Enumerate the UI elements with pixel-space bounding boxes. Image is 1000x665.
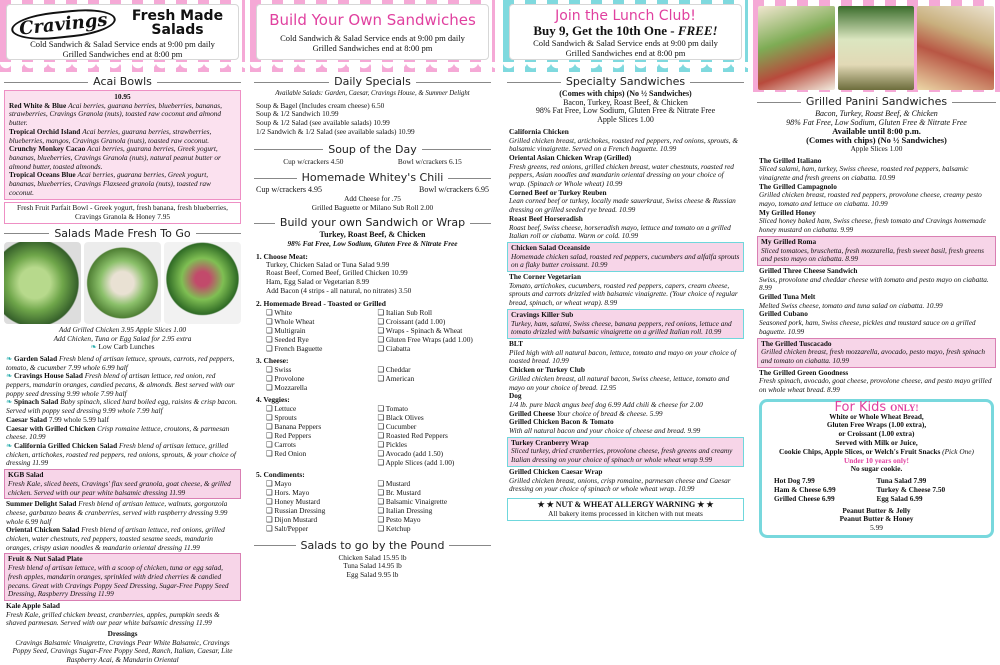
step-cheese: 3. Cheese: xyxy=(256,355,289,365)
veggie-options: ❑ Lettuce ❑ Tomato ❑ Sprouts ❑ Black Olives ❑ Banana Peppers ❑ Cucumber ❑ Red Peppers ❑ Roasted Red Peppers ❑ Carrots ❑ Pickles ❑ Red Onion ❑ Avocado (add 1.50) ❑ Apple Slices (add 1.00) xyxy=(266,403,455,467)
service-hours: Cold Sandwich & Salad Service ends at 9:00 pm daily xyxy=(280,33,465,43)
allergy-warning: ★ ★ NUT & WHEAT ALLERGY WARNING ★ ★ All bakery items processed in kitchen with nut meats xyxy=(507,498,744,521)
bread-options: ❑ White ❑ Italian Sub Roll ❑ Whole Wheat ❑ Croissant (add 1.00) ❑ Multigrain ❑ Wraps - Spinach & Wheat ❑ Seeded Rye ❑ Gluten Free Wraps (add 1.00) ❑ French Baguette ❑ Ciabatta xyxy=(266,307,473,353)
build-title: Build your own Sandwich or Wrap xyxy=(250,216,495,229)
chips-note: (Comes with chips) (No ½ Sandwiches) xyxy=(806,135,947,146)
step-bread: 2. Homemade Bread - Toasted or Grilled xyxy=(256,298,386,308)
kids-sides: Cookie Chips, Apple Slices, or Welch's Fruit Snacks (Pick One) xyxy=(779,446,974,456)
acai-box xyxy=(4,90,241,200)
sandwich-item: BLT Piled high with all natural bacon, lettuce, tomato and mayo on your choice of toasted bread. 10.99 xyxy=(509,338,737,366)
kids-menu xyxy=(759,399,994,538)
soup-prices: Cup w/crackers 4.50 Bowl w/crackers 6.15 xyxy=(283,156,462,166)
kids-pb-price: 5.99 xyxy=(870,523,883,533)
meat-option: Roast Beef, Corned Beef, Grilled Chicken 10.99 xyxy=(266,268,408,278)
wrap-photo xyxy=(758,6,835,90)
salad-item: Kale Apple Salad Fresh Kale, grilled chicken breast, cranberries, apples, pumpkin seeds & shaved parmesan. Served with our pear white balsamic dressing 11.99 xyxy=(6,600,220,628)
step-condiments: 5. Condiments: xyxy=(256,469,305,479)
kids-served: Served with Milk or Juice, xyxy=(835,437,918,447)
salad-item: ❧ Cravings House Salad Fresh blend of artisan lettuce, red onion, red peppers, mandarin oranges, candied pecans, & almonds. Best served with our poppy seed dressing 9.99 whole 7.99 half xyxy=(6,371,235,398)
sandwich-photo xyxy=(917,6,994,90)
sandwich-item: Oriental Asian Chicken Wrap (Grilled) Fresh greens, red onions, grilled chicken breast, water chestnuts, roasted red peppers, Asian noodles and mandarin oriental dressing on your choice of wrap. (Spinach or Whole wheat) 10.99 xyxy=(509,152,734,189)
acai-item: Tropical Orchid Island Acai berries, guarana berries, strawberries, blueberries, mangos, Cravings Granola (nuts), toasted raw coconut. xyxy=(9,126,212,145)
chili-title: Homemade Whitey's Chili xyxy=(250,171,495,184)
dressings-list: Cravings Balsamic Vinaigrette, Cravings Pear White Balsamic, Cravings Poppy Seed, Cravings Sugar-Free Poppy Seed, Ranch, Italian, Caesar, Lite Raspberry Acai, & Mandarin Oriental xyxy=(12,637,233,665)
dressings-title: Dressings xyxy=(107,629,138,639)
salad-photos xyxy=(4,242,241,324)
sandwich-item-featured: Cravings Killer Sub Turkey, ham, salami, Swiss cheese, banana peppers, red onions, lettuce and tomato drizzled with balsamic vinaigrette on a grilled Italian roll. 10.99 xyxy=(507,309,744,339)
kgb-salad: KGB Salad Fresh Kale, sliced beets, Cravings' flax seed granola, goat cheese, & grilled chicken. Served with our pear white balsamic dressing 11.99 xyxy=(4,469,241,499)
kids-bread: White or Whole Wheat Bread, xyxy=(829,411,924,421)
meat-option: Add Bacon (4 strips - all natural, no nitrates) 3.50 xyxy=(266,285,412,295)
meats-note: Bacon, Turkey, Roast Beef, & Chicken xyxy=(563,97,688,107)
kids-pbh: Peanut Butter & Honey xyxy=(839,514,914,524)
chili-addon: Grilled Baguette or Milano Sub Roll 2.00 xyxy=(311,202,434,212)
fat-note: 98% Fat Free, Low Sodium, Gluten Free & Nitrate Free xyxy=(786,117,967,127)
panini-item: Grilled Tuna Melt Melted Swiss cheese, tomato and tuna salad on ciabatta. 10.99 xyxy=(759,292,943,310)
grill-hours: Grilled Sandwiches end at 8:00 pm xyxy=(565,48,686,58)
grill-hours: Grilled Sandwiches end at 8:00 pm xyxy=(312,43,433,53)
kids-croissant: or Croissant (1.00 extra) xyxy=(838,429,915,439)
header-banner xyxy=(503,0,748,72)
kids-age: Under 10 years only! xyxy=(844,455,909,465)
fat-note: 98% Fat Free, Low Sodium, Gluten Free & Nitrate Free xyxy=(535,106,716,116)
panini-item-featured: My Grilled Roma Sliced tomatoes, bruschetta, fresh mozzarella, fresh sweet basil, fresh greens and pesto mayo on ciabatta. 8.99 xyxy=(757,236,996,266)
sandwich-item: Dog 1/4 lb. pure black angus beef dog 6.99 Add chili & cheese for 2.00 xyxy=(509,391,703,409)
sandwich-item: Corned Beef or Turkey Reuben Lean corned beef or turkey, locally made sauerkraut, Swiss cheese & Russian dressing on grilled seeded rye bread. 10.99 xyxy=(509,187,736,215)
apple-note: Apple Slices 1.00 xyxy=(850,143,903,153)
build-fat: 98% Fat Free, Low Sodium, Gluten Free & Nitrate Free xyxy=(287,239,458,249)
sandwich-item: Grilled Chicken Caesar Wrap Grilled chicken breast, onions, crisp romaine, parmesan cheese and Caesar dressing on your choice of spinach or whole wheat wrap. 10.99 xyxy=(509,466,731,494)
pound-title: Salads to go by the Pound xyxy=(250,539,495,552)
kids-nosugar: No sugar cookie. xyxy=(850,464,903,474)
salad-item: Caesar with Grilled Chicken Crisp romaine lettuce, croutons, & parmesan cheese. 10.99 xyxy=(6,423,230,442)
cravings-logo: Cravings xyxy=(10,6,117,44)
meats-note: Bacon, Turkey, Roast Beef, & Chicken xyxy=(815,109,938,118)
addons-line: Add Grilled Chicken 3.95 Apple Slices 1.00 xyxy=(58,324,187,334)
apple-note: Apple Slices 1.00 xyxy=(597,115,654,125)
sandwich-item: Grilled Cheese Your choice of bread & cheese. 5.99 xyxy=(509,408,663,418)
pound-item: Egg Salad 9.95 lb xyxy=(346,569,399,579)
salads-title: Salads Made Fresh To Go xyxy=(0,227,245,240)
panini-item-featured: The Grilled Tuscacado Grilled chicken breast, fresh mozzarella, avocado, pesto mayo, fresh spinach and tomato on ciabatta. 10.99 xyxy=(757,338,996,368)
low-carb-note: ❧ Low Carb Lunches xyxy=(90,342,155,352)
lunch-club-title: Join the Lunch Club! xyxy=(555,8,696,24)
lunch-club-offer: Buy 9, Get the 10th One - FREE! xyxy=(533,23,718,38)
step-veggies: 4. Veggies: xyxy=(256,394,290,404)
salad-item: ❧ California Grilled Chicken Salad Fresh blend of artisan lettuce, grilled chicken, artichokes, roasted red peppers, red onions, sprouts, & your choice of dressing 11.99 xyxy=(6,440,236,468)
panel-heading: Fresh Made Salads xyxy=(131,8,224,38)
kids-pbj: Peanut Butter & Jelly xyxy=(842,505,911,515)
acai-item: Tropical Oceans Blue Acai berries, guarana berries, Greek yogurt, bananas, blueberries, Cravings Flaxseed granola (nuts), toasted raw coconut. xyxy=(9,170,211,197)
kids-items: Hot Dog 7.99 Tuna Salad 7.99 Ham & Cheese 6.99 Turkey & Cheese 7.50 Grilled Cheese 6.99 Egg Salad 6.99 xyxy=(774,476,946,503)
header-banner xyxy=(250,0,495,72)
panini-title: Grilled Panini Sandwiches xyxy=(753,95,1000,108)
service-hours: Cold Sandwich & Salad Service ends at 9:00 pm daily xyxy=(30,39,215,49)
sandwich-item: Roast Beef Horseradish Roast beef, Swiss cheese, horseradish mayo, lettuce and tomato on a grilled Italian roll or ciabatta. Warm or cold. 10.99 xyxy=(509,213,731,241)
salads-panel xyxy=(0,0,245,665)
service-hours: Cold Sandwich & Salad Service ends at 9:00 pm daily xyxy=(533,38,718,48)
chili-addon: Add Cheese for .75 xyxy=(344,193,401,203)
panini-item: The Grilled Italiano Sliced salami, ham, turkey, Swiss cheese, roasted red peppers, balsamic vinaigrette and fresh greens on ciabatta. 10.99 xyxy=(759,155,969,182)
specials-title: Daily Specials xyxy=(250,75,495,88)
parfait-note: Fresh Fruit Parfait Bowl - Greek yogurt, fresh banana, fresh blueberries, Cravings Granola & Honey 7.95 xyxy=(4,202,241,223)
special-item: 1/2 Sandwich & 1/2 Salad (see available salads) 10.99 xyxy=(256,126,415,136)
specials-note: Available Salads: Garden, Caesar, Cravings House, & Summer Delight xyxy=(275,90,470,97)
sandwich-item: Grilled Chicken Bacon & Tomato With all natural bacon and your choice of cheese and bread. 9.99 xyxy=(509,417,701,436)
kids-gf: Gluten Free Wraps (1.00 extra), xyxy=(826,420,927,430)
salad-photo xyxy=(84,242,161,324)
condiment-options: ❑ Mayo ❑ Mustard ❑ Hors. Mayo ❑ Br. Mustard ❑ Honey Mustard ❑ Balsamic Vinaigrette ❑ Russian Dressing ❑ Italian Dressing ❑ Dijon Mustard ❑ Pesto Mayo ❑ Salt/Pepper ❑ Ketchup xyxy=(266,478,448,533)
salad-item: Oriental Chicken Salad Fresh blend of artisan lettuce, red onions, grilled chicken, water chestnuts, red peppers, toasted sesame seeds, mandarin oranges, crispy asian noodles & mandarin oriental dressing 11.99 xyxy=(6,525,225,552)
salad-item: ❧ Spinach Salad Baby spinach, sliced hard boiled egg, raisins & crisp bacon. Served with poppy seed dressing 9.99 whole 7.99 half xyxy=(6,397,238,416)
special-item: Soup & 1/2 Salad (see available salads) 10.99 xyxy=(256,118,390,128)
panini-photo xyxy=(838,6,915,90)
header-banner xyxy=(0,0,245,72)
acai-item: Crunchy Monkey Cacao Acai berries, guarana berries, Greek yogurt, bananas, blueberries, Cravings Granola (nuts), natural peanut butter or almond butter, toasted almonds. xyxy=(9,144,221,171)
build-meats: Turkey, Roast Beef, & Chicken xyxy=(319,230,426,240)
special-item: Soup & Bagel (Includes cream cheese) 6.50 xyxy=(256,100,385,110)
sandwich-item-featured: Turkey Cranberry Wrap Sliced turkey, dried cranberries, provolone cheese, fresh greens and creamy Italian dressing on your choice of spinach or whole wheat wrap 9.99 xyxy=(507,437,744,467)
salad-photo xyxy=(164,242,241,324)
specialty-title: Specialty Sandwiches xyxy=(503,75,748,88)
leaf-icon: ❧ xyxy=(90,342,97,352)
pound-item: Chicken Salad 15.95 lb xyxy=(338,552,407,562)
kids-title: For Kids ONLY! xyxy=(834,399,919,415)
pound-item: Tuna Salad 14.95 lb xyxy=(343,561,402,571)
chili-prices: Cup w/crackers 4.95 Bowl w/crackers 6.95 xyxy=(256,185,489,195)
salad-item: Caesar Salad 7.99 whole 5.99 half xyxy=(6,414,110,424)
panini-item: My Grilled Honey Sliced honey baked ham, Swiss cheese, fresh tomato and Cravings homemade honey mustard on ciabatta. 9.99 xyxy=(759,207,986,235)
avail-note: Available until 8:00 p.m. xyxy=(832,126,921,137)
salad-item: Summer Delight Salad Fresh blend of artisan lettuce, walnuts, gorgonzola cheese, garbanzo beans & cranberries, served with raspberry dressing 9.99 whole 6.99 half xyxy=(6,499,228,526)
step-meat: 1. Choose Meat: xyxy=(256,251,308,261)
meat-option: Ham, Egg Salad or Vegetarian 8.99 xyxy=(266,277,370,287)
acai-title: Acai Bowls xyxy=(0,75,245,88)
acai-price: 10.95 xyxy=(114,92,131,101)
panini-item: The Grilled Campagnolo Grilled chicken breast, roasted red peppers, provolone cheese, creamy pesto mayo, tomato and lettuce on ciabatta. 10.99 xyxy=(759,181,982,209)
sandwich-item: California Chicken Grilled chicken breast, artichokes, roasted red peppers, red onions, sprouts, & balsamic vinaigrette. Served on a French baguette. 10.99 xyxy=(509,126,739,154)
salad-photo xyxy=(4,242,81,324)
meat-option: Turkey, Chicken Salad or Tuna Salad 9.99 xyxy=(266,259,390,269)
fruit-nut-plate: Fruit & Nut Salad Plate Fresh blend of artisan lettuce, with a scoop of chicken, tuna or egg salad, fresh apples, mandarin oranges, sprinkled with dried cherries & candied pecans. Great with Cravings Poppy Seed Dressing, Sugar-Free Poppy Seed Dressing, Raspberry Dressing 11.99 xyxy=(4,553,241,601)
addons-line: Add Chicken, Tuna or Egg Salad for 2.95 extra xyxy=(53,333,192,343)
panini-item: Grilled Cubano Seasoned pork, ham, Swiss cheese, pickles and mustard sauce on a grilled baguette. 10.99 xyxy=(759,309,976,336)
sandwich-item: The Corner Vegetarian Tomato, artichokes, cucumbers, roasted red peppers, capers, cream cheese, sprouts and carrots drizzled with balsamic vinaigrette. (Your choice of regular bread, spinach, or wheat wrap). 8.99 xyxy=(509,272,738,308)
panini-item: Grilled Three Cheese Sandwich Swiss, provolone and cheddar cheese with tomato and pesto mayo on ciabatta. 8.99 xyxy=(759,265,989,293)
panini-panel xyxy=(753,0,1000,647)
build-panel xyxy=(250,0,495,647)
panini-photos xyxy=(758,6,994,90)
panini-item: The Grilled Green Goodness Fresh spinach, avocado, goat cheese, provolone cheese, and pesto mayo grilled on whole wheat bread. 8.99 xyxy=(759,367,992,395)
acai-item: Red White & Blue Acai berries, guarana berries, blueberries, bananas, strawberries, Cravings Granola (nuts), toasted raw coconut and almond butter. xyxy=(9,100,222,128)
specialty-panel xyxy=(503,0,748,647)
sandwich-item-featured: Chicken Salad Oceanside Homemade chicken salad, roasted red peppers, cucumbers and alfalfa sprouts on a flaky butter croissant. 10.99 xyxy=(507,242,744,272)
soup-title: Soup of the Day xyxy=(250,143,495,156)
chips-note: (Comes with chips) (No ½ Sandwiches) xyxy=(559,89,692,98)
sandwich-item: Chicken or Turkey Club Grilled chicken breast, all natural bacon, Swiss cheese, lettuce, tomato and mayo on your choice of bread. 12.95 xyxy=(509,365,730,392)
grill-hours: Grilled Sandwiches end at 8:00 pm xyxy=(62,49,183,59)
special-item: Soup & 1/2 Sandwich 10.99 xyxy=(256,109,339,119)
salad-item: ❧ Garden Salad Fresh blend of artisan lettuce, sprouts, carrots, red peppers, tomato, & cucumber 7.99 whole 6.99 half xyxy=(6,353,235,372)
panel-heading: Build Your Own Sandwiches xyxy=(269,11,476,29)
cheese-options: ❑ Swiss ❑ Cheddar ❑ Provolone ❑ American ❑ Mozzarella xyxy=(266,364,415,392)
